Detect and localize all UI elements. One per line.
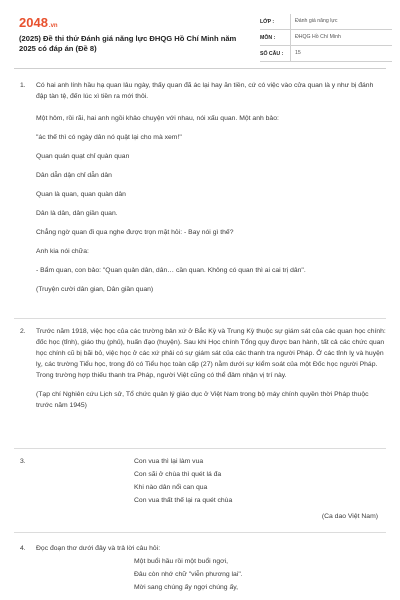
poem-line: Mời sang chúng ấy ngợi chúng ấy, (134, 584, 239, 591)
exam-info-table (260, 14, 392, 62)
poem-credit: (Ca dao Việt Nam) (321, 513, 378, 520)
source-citation: (Truyện cười dân gian, Dân giần quan) (36, 286, 154, 293)
logo-text: 2048 (19, 15, 48, 30)
paragraph: Anh kia nói chữa: (36, 248, 89, 255)
paragraph: Quan quán quạt chỉ quàn quan (36, 153, 130, 160)
poem-line: Con vua thì lại làm vua (134, 458, 204, 465)
question-body (36, 543, 386, 554)
info-key: MÔN : (260, 34, 276, 41)
question-number: 1. (20, 82, 26, 89)
info-value: ĐHQG Hồ Chí Minh (290, 30, 341, 45)
header-divider (14, 68, 386, 69)
poem-line: Đâu còn nhớ chữ "viễn phương lai". (134, 571, 243, 578)
poem-line: Khi nào dân nổi can qua (134, 484, 208, 491)
question-divider (14, 318, 386, 319)
question-body (36, 326, 386, 411)
poem-line: Một buổi hầu rồi một buổi ngơi, (134, 558, 229, 565)
info-value: 15 (290, 46, 301, 61)
info-row-subject (260, 30, 392, 46)
info-key: LỚP : (260, 18, 275, 25)
question-divider (14, 448, 386, 449)
exam-header (14, 12, 386, 62)
paragraph: Quan là quan, quan quàn dân (36, 191, 126, 198)
poem-q4 (134, 555, 243, 594)
question-number: 3. (20, 458, 26, 465)
paragraph: Trước năm 1918, việc học của các trường bản xứ ở Bắc Kỳ và Trung Kỳ thuộc sự giám sát của các quan học chính: đốc học (tỉnh), giáo thụ (phủ), huấn đạo (huyện). Sau khi Học chính Tổng quy được ban hành, tất cả các chức quan học chính cũ bị bãi bỏ, việc học ở các xứ phải có sự giám sát của các thanh tra người Pháp. Ở các tỉnh lỵ và huyện lỵ, các trường Tiểu học, trong đó có Tiểu học toàn cấp (27) nằm dưới sự kiểm soát của một Đốc học người Pháp. Trong trường hợp thiếu thanh tra Pháp, người Việt cũng có thể đảm nhận vị trí này. (36, 328, 386, 379)
paragraph: Một hôm, rồi rãi, hai anh ngồi khảo chuyện với nhau, nói xấu quan. Một anh bảo: (36, 115, 279, 122)
paragraph: Dân dẫn dận chỉ dẫn dân (36, 172, 112, 179)
question-intro: Đọc đoạn thơ dưới đây và trả lời câu hỏi: (36, 545, 161, 552)
info-row-count (260, 46, 392, 62)
question-divider (14, 532, 386, 533)
paragraph: "ác thế thì có ngày dân nó quật lại cho mà xem!" (36, 134, 182, 141)
question-2 (20, 326, 386, 446)
poem-line: Con sãi ở chùa thì quét lá đa (134, 471, 222, 478)
paragraph: Dân là dân, dân giần quan. (36, 210, 118, 217)
question-number: 4. (20, 545, 26, 552)
info-key: SỐ CÂU : (260, 50, 284, 57)
question-body (36, 80, 386, 295)
question-number: 2. (20, 328, 26, 335)
info-value: Đánh giá năng lực (290, 14, 337, 29)
question-1 (20, 80, 386, 312)
site-logo[interactable] (19, 16, 58, 33)
logo-suffix: .vn (48, 23, 58, 29)
paragraph: - Bẩm quan, con bảo: "Quan quản dân, dân… cần quan. Không có quan thì ai cai trị dân". (36, 267, 306, 274)
exam-title: (2025) Đề thi thử Đánh giá năng lực ĐHQG Hồ Chí Minh năm 2025 có đáp án (Đề 8) (19, 34, 237, 53)
poem-q3 (134, 455, 232, 507)
paragraph: Có hai anh lính hầu hạ quan lâu ngày, thấy quan đã ác lại hay ăn tiền, cứ có việc vào cửa quan là y như bị đánh đập tàn tệ, đến lúc xì tiền ra mới thôi. (36, 82, 374, 100)
source-citation: (Tạp chí Nghiên cứu Lịch sử, Tổ chức quản lý giáo dục ở Việt Nam trong bộ máy chính quyền thời Pháp thuộc trước năm 1945) (36, 391, 369, 409)
paragraph: Chẳng ngờ quan đi qua nghe được trọn mặt hỏi: - Bay nói gì thế? (36, 229, 234, 236)
info-row-class (260, 14, 392, 30)
poem-line: Con vua thất thế lại ra quét chùa (134, 497, 233, 504)
